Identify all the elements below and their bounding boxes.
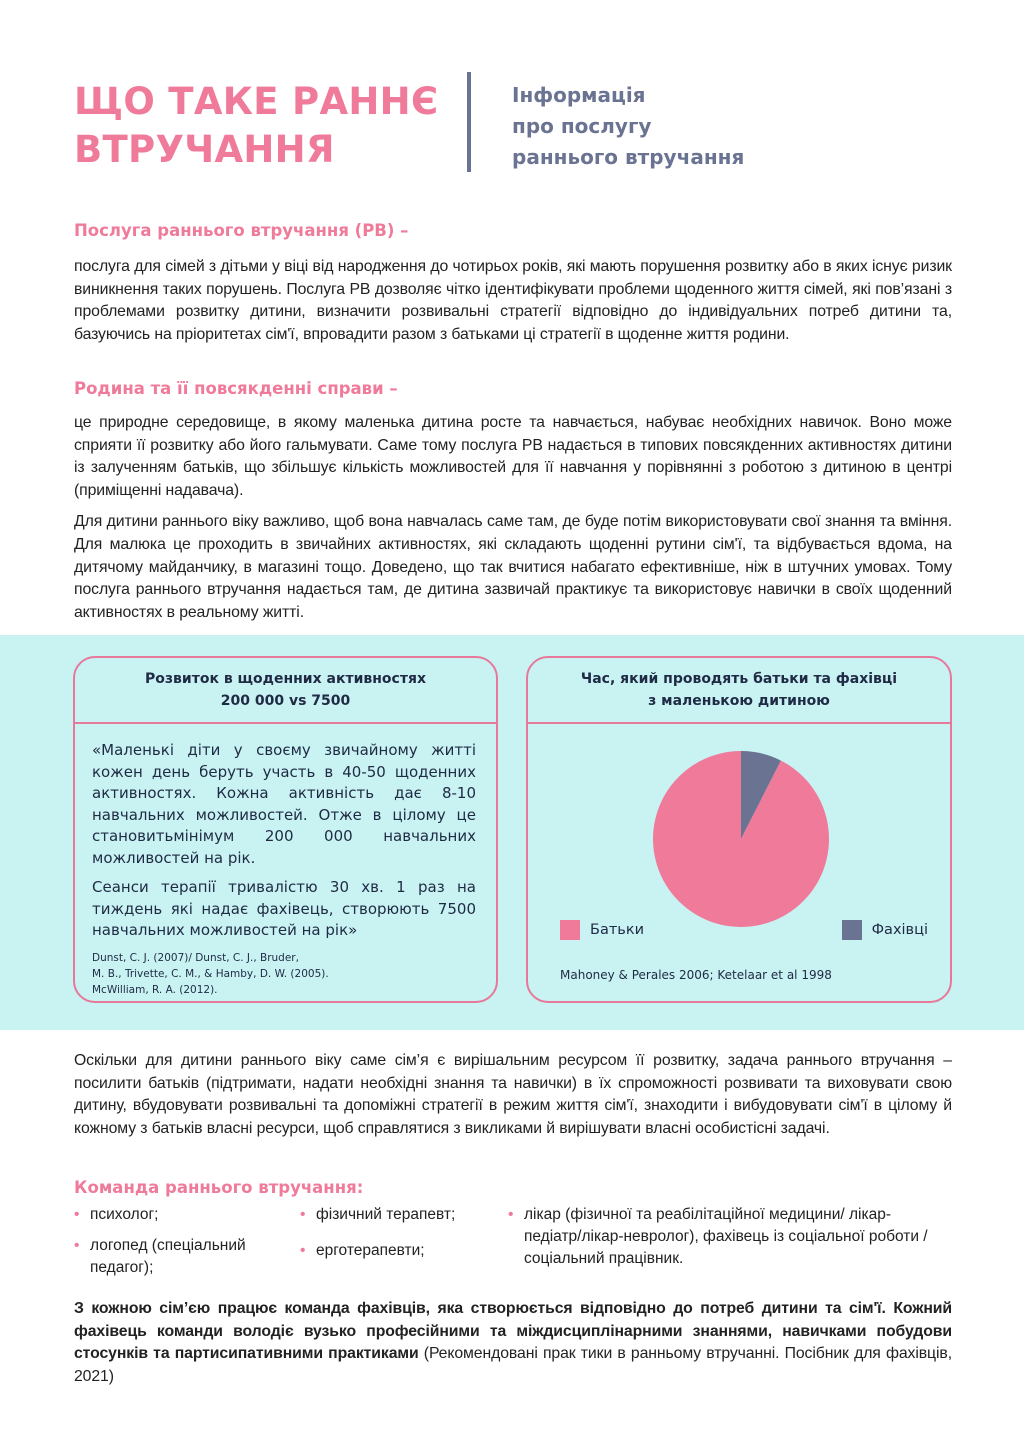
service-text: послуга для сімей з дітьми у віці від народження до чотирьох років, які мають порушення розвитку або в яких існує ризик виникнення таких порушень. Послуга РВ дозволяє чітко ідентифікувати проблеми щоденного життя сімей, які пов’язані з проблемами розвитку дитини, визначити розвивальні стратегії відповідно до індивідуальних потреб дитини та, базуючись на пріоритетах сім'ї, впровадити разом з батьками ці стратегії в щоденне життя родини. — [74, 258, 952, 343]
citation-line: M. B., Trivette, C. M., & Hamby, D. W. (2005). — [92, 967, 329, 980]
family-text-1: це природне середовище, в якому маленька дитина росте та навчається, набуває необхідних навичок. Воно може сприяти її розвитку або його гальмувати. Саме тому послуга РВ надається в типових повсякденних активностях дитини із залученням батьків, що збільшує кількість можливостей для її навчання у порівнянні з роботою з дитиною в центрі (приміщенні надавача). — [74, 414, 952, 499]
page-title-line2: ВТРУЧАННЯ — [74, 128, 335, 171]
service-heading: Послуга раннього втручання (РВ) – — [74, 221, 409, 240]
team-item: • ерготерапевти; — [300, 1240, 500, 1262]
subtitle-line1: Інформація — [512, 83, 646, 107]
time-chart-subtitle: з маленькою дитиною — [648, 693, 830, 709]
team-list-col2 — [300, 1204, 500, 1271]
family-section — [74, 378, 952, 624]
team-item: • лікар (фізичної та реабілітаційної медицини/ лікар-педіатр/лікар-невролог), фахівець із соціальної роботи / соціальний працівник. — [508, 1204, 948, 1270]
page-subtitle — [512, 80, 744, 173]
family-heading: Родина та її повсякденні справи – — [74, 379, 398, 398]
activities-box-title: Розвиток в щоденних активностях — [145, 671, 426, 687]
activities-box — [73, 656, 498, 1003]
time-chart-title: Час, який проводять батьки та фахівці — [580, 671, 898, 687]
team-item: • логопед (спеціальний педагог); — [74, 1235, 264, 1279]
service-section — [74, 220, 952, 346]
activities-quote-1: «Маленькі діти у своєму звичайному житті кожен день беруть участь в 40-50 щоденних активностях. Кожна активність дає 8-10 навчальних можливостей. Отже в цілому це становитьмінімум 200 000 навчальних можливостей на рік. — [92, 741, 476, 867]
pie-chart — [652, 750, 830, 928]
time-chart-box — [526, 656, 952, 1003]
legend-label-specialists: Фахівці — [871, 922, 928, 938]
activities-quote-2: Сеанси терапії тривалістю 30 хв. 1 раз на тиждень які надає фахівець, створюють 7500 навчальних можливостей на рік» — [92, 878, 476, 939]
team-section — [74, 1177, 952, 1199]
team-heading: Команда раннього втручання: — [74, 1178, 364, 1197]
subtitle-line2: про послугу — [512, 114, 652, 138]
subtitle-line3: раннього втручання — [512, 145, 745, 169]
citation-line: McWilliam, R. A. (2012). — [92, 983, 218, 996]
page-title-line1: ЩО ТАКЕ РАННЄ — [74, 80, 439, 123]
closing-section — [74, 1298, 952, 1388]
team-item: • психолог; — [74, 1204, 284, 1226]
pie-slice-parents — [653, 751, 829, 927]
activities-citation — [92, 950, 476, 998]
family-text-2: Для дитини раннього віку важливо, щоб вона навчалась саме там, де буде потім використовувати свої знання та вміння. Для малюка це проходить в звичайних активностях, які складають щоденні рутини сім'ї, та відбувається вдома, на дитячому майданчику, в магазині тощо. Доведено, що так вчитися набагато ефективніше, ніж в штучних умовах. Тому послуга раннього втручання надається там, де дитина зазвичай практикує та використовує навички в своїх щоденний активностях в реальному житті. — [74, 513, 952, 621]
team-list-col3 — [508, 1204, 958, 1279]
closing-source: (Рекомендовані прак тики в ранньому втручанні. Посібник для фахівців, 2021) — [74, 1345, 952, 1385]
page-title — [74, 78, 454, 174]
header-divider — [467, 72, 471, 172]
time-chart-header — [528, 658, 950, 724]
activities-box-subtitle: 200 000 vs 7500 — [220, 693, 351, 709]
resource-section — [74, 1050, 952, 1140]
resource-text: Оскільки для дитини раннього віку саме сім’я є вирішальним ресурсом її розвитку, задача раннього втручання – посилити батьків (підтримати, надати необхідні знання та навички) в їх спроможності розвивати та виховувати свою дитину, вбудовувати розвивальні та допоміжні стратегії в режим життя сім'ї, знаходити і вибудовувати сім'ї в цілому й кожному з батьків власні ресурси, щоб справлятися з викликами й вирішувати власні особистісні задачі. — [74, 1052, 952, 1137]
legend-swatch-parents — [560, 920, 580, 940]
closing-bold-text: З кожною сім’єю працює команда фахівців, яка створюється відповідно до потреб дитини та сім'ї. Кожний фахівець команди володіє вузько професійними та міждисциплінарними знаннями, навичками побудови стосунків та партисипативними практиками — [74, 1300, 952, 1363]
team-list-col1 — [74, 1204, 284, 1288]
pie-chart-svg — [652, 750, 830, 928]
team-item: • фізичний терапевт; — [300, 1204, 500, 1226]
legend-item-parents — [560, 920, 644, 940]
legend-swatch-specialists — [842, 920, 862, 940]
activities-box-header — [75, 658, 496, 724]
citation-line: Dunst, C. J. (2007)/ Dunst, C. J., Bruder, — [92, 951, 299, 964]
legend-label-parents: Батьки — [590, 922, 645, 938]
chart-source: Mahoney & Perales 2006; Ketelaar et al 1998 — [560, 968, 832, 982]
closing-text — [74, 1298, 952, 1388]
legend-item-specialists — [842, 920, 928, 940]
